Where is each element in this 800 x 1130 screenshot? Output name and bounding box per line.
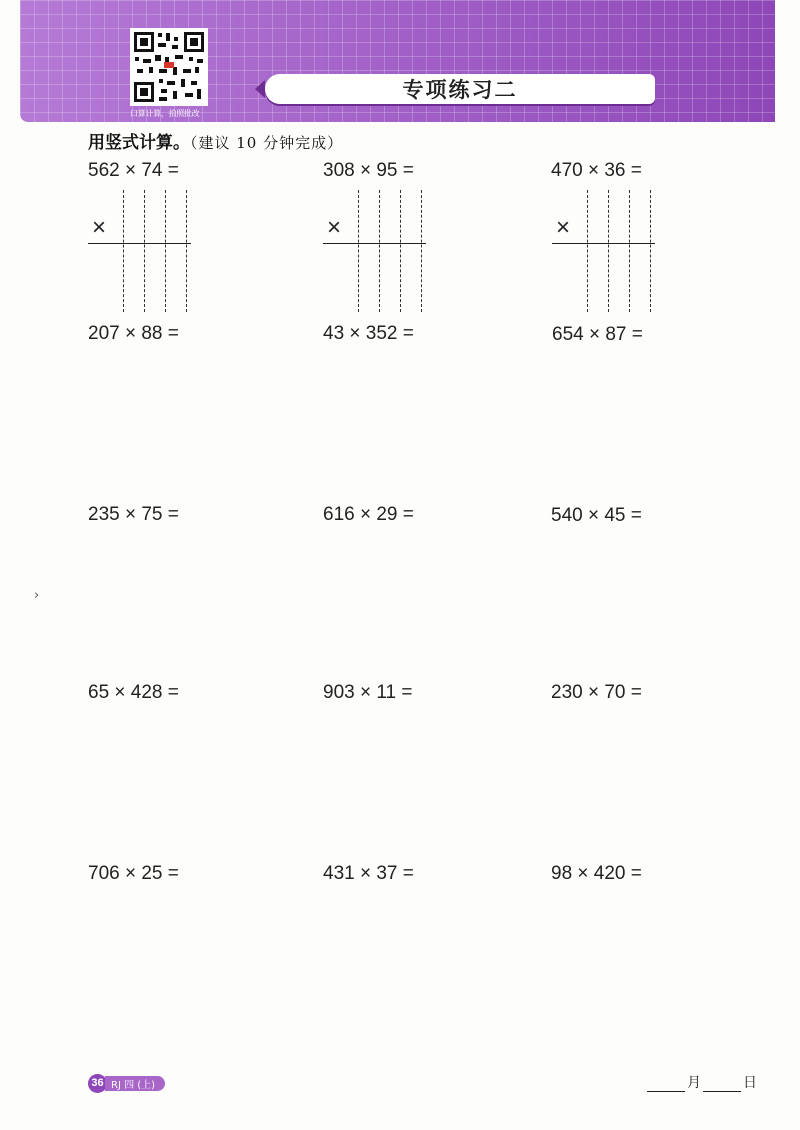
problem-14: 431 × 37 =: [323, 863, 414, 884]
date-fill: [645, 1072, 757, 1092]
problem-2: 308 × 95 =: [323, 160, 414, 181]
instruction-hint: （建议 10 分钟完成）: [190, 134, 344, 152]
month-label: 月: [687, 1075, 701, 1091]
problem-9: 540 × 45 =: [551, 505, 642, 526]
problem-10: 65 × 428 =: [88, 682, 179, 703]
digit-guide: [123, 190, 124, 312]
page-badge: [88, 1074, 165, 1092]
times-sign: ×: [327, 214, 342, 241]
problem-7: 235 × 75 =: [88, 504, 179, 525]
problem-8: 616 × 29 =: [323, 504, 414, 525]
instruction-main: 用竖式计算。: [88, 133, 190, 153]
problem-3: 470 × 36 =: [551, 160, 642, 181]
times-sign: ×: [556, 214, 571, 241]
grade-label: RJ 四 (上): [105, 1076, 165, 1091]
problem-15: 98 × 420 =: [551, 863, 642, 884]
digit-guide: [186, 190, 187, 312]
problem-12: 230 × 70 =: [551, 682, 642, 703]
day-label: 日: [743, 1075, 757, 1091]
digit-guide: [587, 190, 588, 312]
sum-line: [552, 243, 655, 244]
digit-guide: [379, 190, 380, 312]
problem-4: 207 × 88 =: [88, 323, 179, 344]
digit-guide: [608, 190, 609, 312]
header-banner: [20, 0, 775, 122]
sum-line: [88, 243, 191, 244]
sum-line: [323, 243, 426, 244]
problem-1: 562 × 74 =: [88, 160, 179, 181]
qr-caption: 口算计算，拍照批改: [130, 109, 200, 118]
digit-guide: [165, 190, 166, 312]
problem-11: 903 × 11 =: [323, 682, 413, 703]
digit-guide: [650, 190, 651, 312]
problem-5: 43 × 352 =: [323, 323, 414, 344]
problem-13: 706 × 25 =: [88, 863, 179, 884]
digit-guide: [358, 190, 359, 312]
month-blank[interactable]: [647, 1077, 685, 1092]
digit-guide: [629, 190, 630, 312]
instruction: [88, 128, 343, 153]
qr-code[interactable]: [130, 28, 208, 106]
digit-guide: [421, 190, 422, 312]
digit-guide: [400, 190, 401, 312]
title-bar: [265, 74, 655, 104]
qr-block: [130, 28, 208, 119]
page-number: 36: [88, 1074, 107, 1093]
times-sign: ×: [92, 214, 107, 241]
problem-6: 654 × 87 =: [552, 324, 643, 345]
day-blank[interactable]: [703, 1077, 741, 1092]
stray-mark: ›: [34, 588, 40, 603]
page-title: 专项练习二: [402, 78, 518, 102]
digit-guide: [144, 190, 145, 312]
